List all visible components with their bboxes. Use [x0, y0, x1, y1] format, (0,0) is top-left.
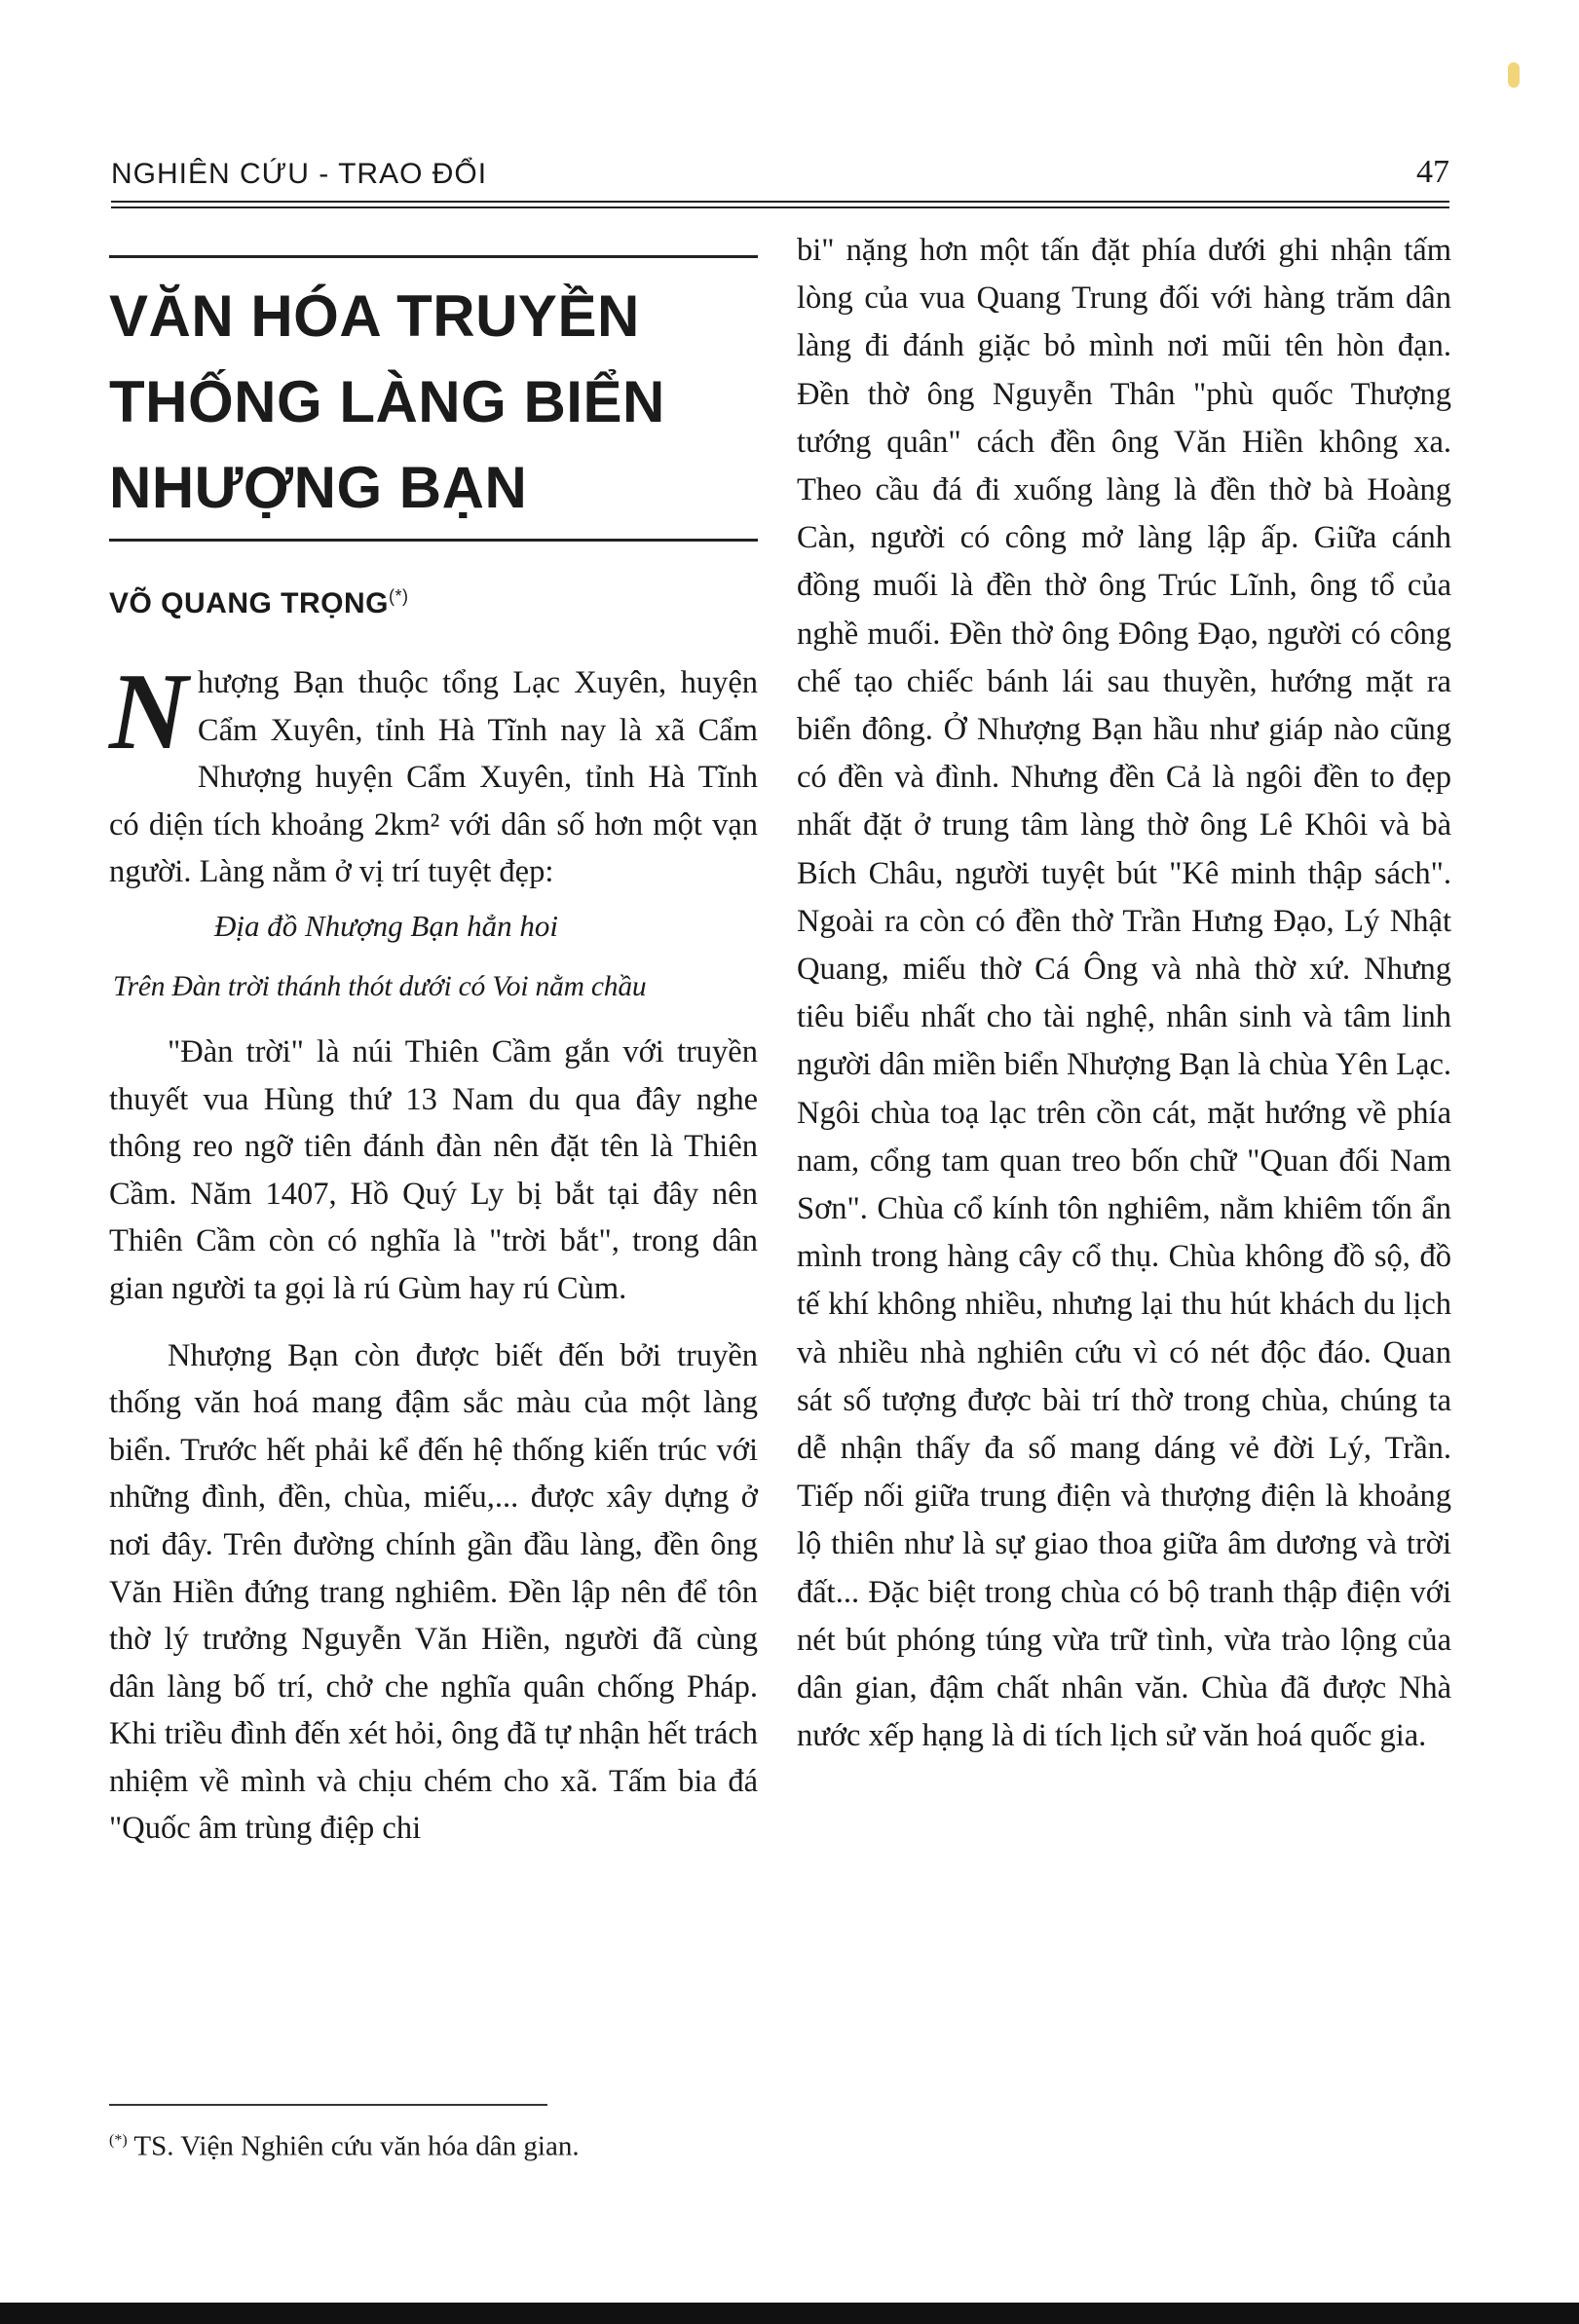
yellow-mark: [1508, 62, 1520, 88]
verse-line-2: Trên Đàn trời thánh thót dưới có Voi nằm chầu: [113, 970, 647, 1002]
paragraph-text: bi" nặng hơn một tấn đặt phía dưới ghi nhận tấm lòng của vua Quang Trung đối với hàng trăm dân làng đi đánh giặc bỏ mình nơi mũi tên hòn đạn. Đền thờ ông Nguyễn Thân "phù quốc Thượng tướng quân" cách đền ông Văn Hiền không xa. Theo cầu đá đi xuống làng là đền thờ bà Hoàng Càn, người có công mở làng lập ấp. Giữa cánh đồng muối là đền thờ ông Trúc Lĩnh, ông tổ của nghề muối. Đền thờ ông Đông Đạo, người có công chế tạo chiếc bánh lái sau thuyền, hướng mặt ra biển đông. Ở Nhượng Bạn hầu như giáp nào cũng có đền và đình. Nhưng đền Cả là ngôi đền to đẹp nhất đặt ở trung tâm làng thờ ông Lê Khôi và bà Bích Châu, người tuyệt bút "Kê minh thập sách". Ngoài ra còn có đền thờ Trần Hưng Đạo, Lý Nhật Quang, miếu thờ Cá Ông và nhà thờ xứ. Nhưng tiêu biểu nhất cho tài nghệ, nhân sinh và tâm linh người dân miền biển Nhượng Bạn là chùa Yên Lạc. Ngôi chùa toạ lạc trên cồn cát, mặt hướng về phía nam, cổng tam quan treo bốn chữ "Quan đối Nam Sơn". Chùa cổ kính tôn nghiêm, nằm khiêm tốn ẩn mình trong hàng cây cổ thụ. Chùa không đồ sộ, đồ tế khí không nhiều, nhưng lại thu hút khách du lịch và nhiều nhà nghiên cứu vì có nét độc đáo. Quan sát số tượng được bài trí thờ trong chùa, chúng ta dễ nhận thấy đa số mang dáng vẻ đời Lý, Trần. Tiếp nối giữa trung điện và thượng điện là khoảng lộ thiên như là sự giao thoa giữa âm dương và trời đất... Đặc biệt trong chùa có bộ tranh thập điện với nét bút phóng túng vừa trữ tình, vừa trào lộng của dân gian, đậm chất nhân văn. Chùa đã được Nhà nước xếp hạng là di tích lịch sử văn hoá quốc gia.: [797, 233, 1451, 1754]
body-paragraph-1: [109, 1029, 758, 1313]
right-column: [797, 227, 1451, 1761]
scan-bottom-border: [0, 2303, 1579, 2324]
title-bottom-rule: [109, 539, 758, 542]
title-line: NHƯỢNG BẠN: [109, 455, 528, 520]
verse-block: [109, 896, 758, 1017]
footnote-rule: [109, 2104, 547, 2106]
footnote: [109, 2121, 580, 2166]
author-name: VÕ QUANG TRỌNG: [109, 587, 390, 619]
intro-paragraph: [109, 652, 758, 896]
paragraph-text: "Đàn trời" là núi Thiên Cầm gắn với truyền thuyết vua Hùng thứ 13 Nam du qua đây nghe thông reo ngỡ tiên đánh đàn nên đặt tên là Thiên Cầm. Năm 1407, Hồ Quý Ly bị bắt tại đây nên Thiên Cầm còn có nghĩa là "trời bắt", trong dân gian người ta gọi là rú Gùm hay rú Cùm.: [109, 1033, 758, 1306]
author-byline: [109, 586, 758, 620]
intro-text: hượng Bạn thuộc tổng Lạc Xuyên, huyện Cẩm Xuyên, tỉnh Hà Tĩnh nay là xã Cẩm Nhượng huyện Cẩm Xuyên, tỉnh Hà Tĩnh có diện tích khoảng 2km² với dân số hơn một vạn người. Làng nằm ở vị trí tuyệt đẹp:: [109, 665, 758, 890]
drop-cap: N: [109, 652, 188, 772]
header-rule-second: [111, 206, 1449, 208]
paragraph-text: Nhượng Bạn còn được biết đến bởi truyền thống văn hoá mang đậm sắc màu của một làng biển. Trước hết phải kể đến hệ thống kiến trúc với những đình, đền, chùa, miếu,... được xây dựng ở nơi đây. Trên đường chính gần đầu làng, đền ông Văn Hiền đứng trang nghiêm. Đền lập nên để tôn thờ lý trưởng Nguyễn Văn Hiền, người đã cùng dân làng bố trí, chở che nghĩa quân chống Pháp. Khi triều đình đến xét hỏi, ông đã tự nhận hết trách nhiệm về mình và chịu chém cho xã. Tấm bia đá "Quốc âm trùng điệp chi: [109, 1337, 758, 1847]
footnote-text: TS. Viện Nghiên cứu văn hóa dân gian.: [127, 2130, 580, 2162]
article-title: [109, 274, 758, 531]
author-footnote-mark: (*): [389, 586, 409, 606]
title-line: VĂN HÓA TRUYỀN: [109, 283, 640, 349]
running-header: [111, 154, 1449, 199]
section-title: NGHIÊN CỨU - TRAO ĐỔI: [111, 158, 488, 190]
footnote-mark: (*): [109, 2132, 128, 2149]
page-number: 47: [1416, 154, 1449, 190]
header-rule: [111, 201, 1449, 203]
title-line: THỐNG LÀNG BIỂN: [109, 369, 665, 434]
verse-line-1: Địa đồ Nhượng Bạn hẳn hoi: [214, 908, 558, 943]
title-top-rule: [109, 255, 758, 258]
left-column: [109, 255, 758, 1853]
body-paragraph-2: [109, 1332, 758, 1854]
